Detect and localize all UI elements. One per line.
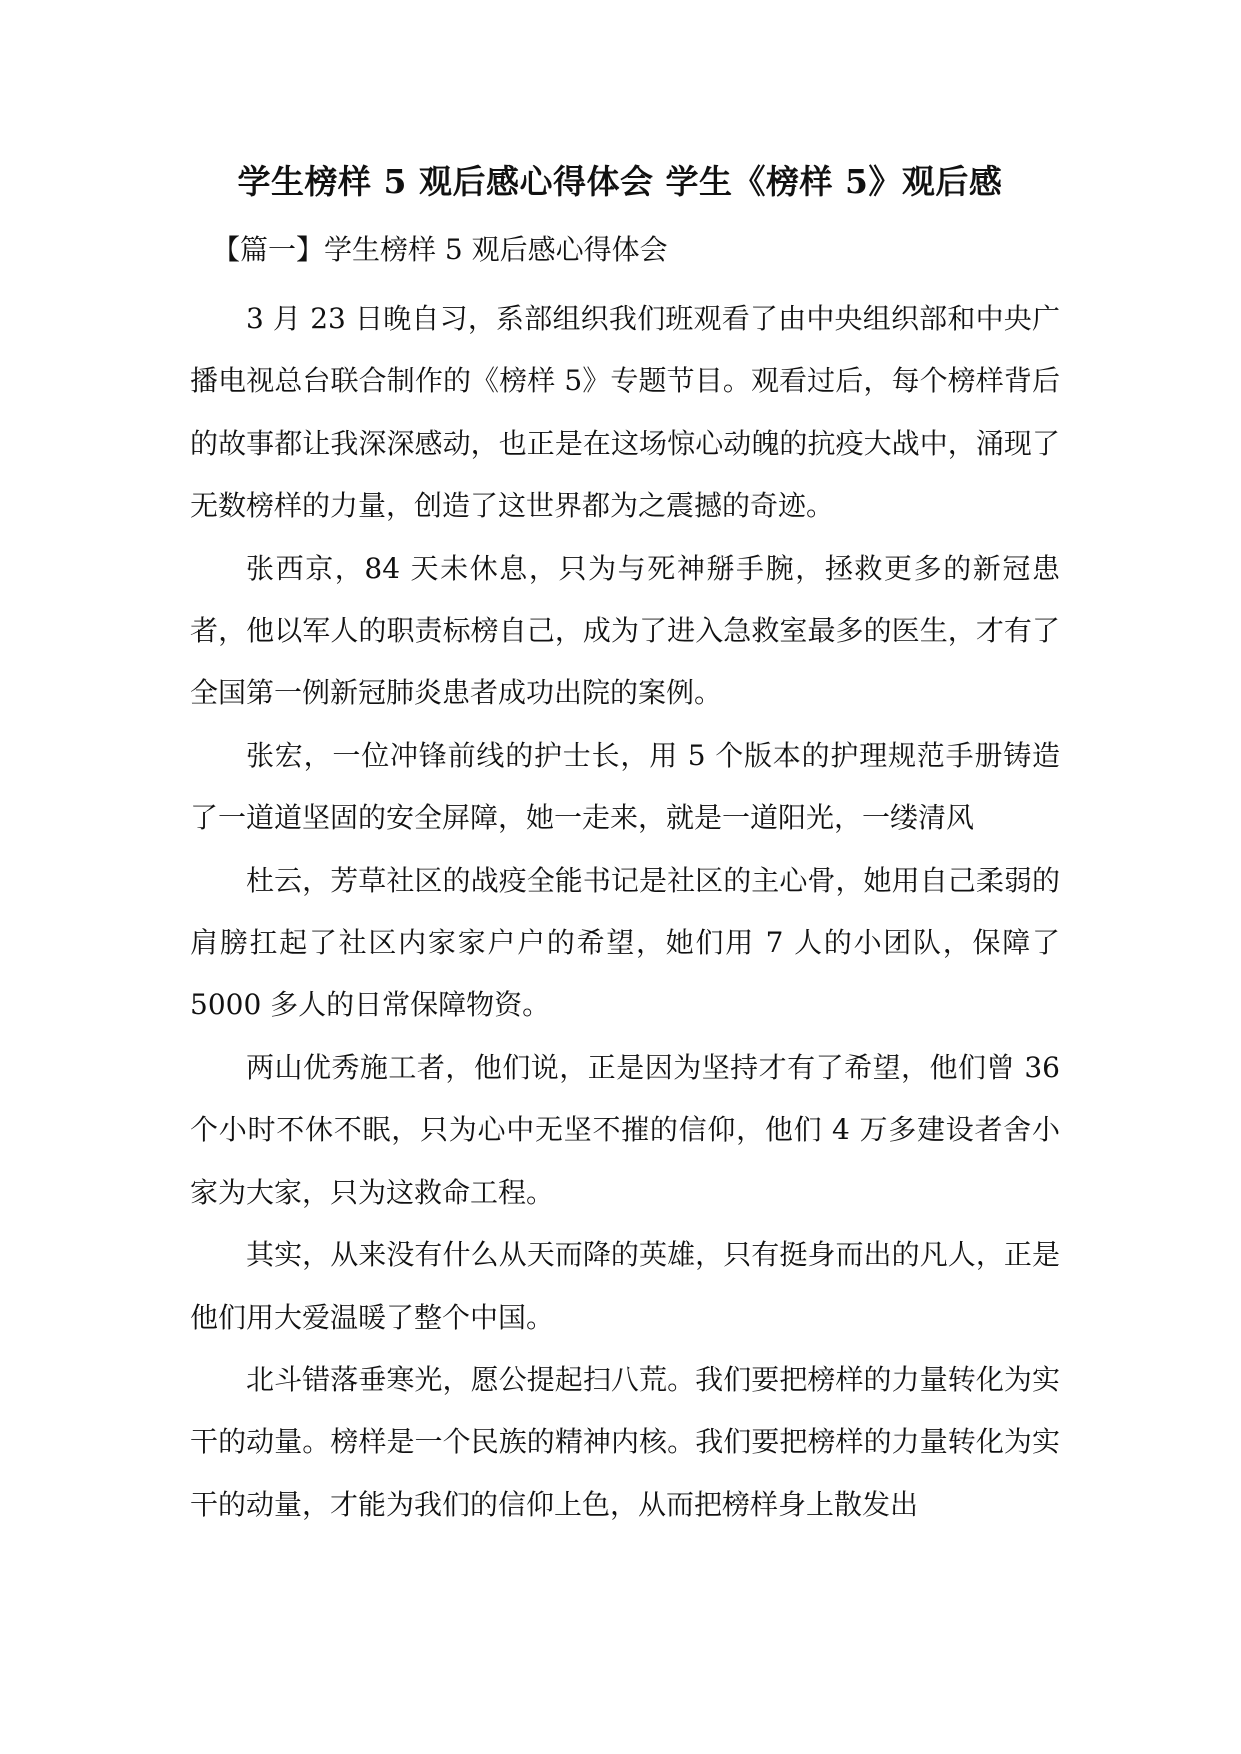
paragraph-6: 其实，从来没有什么从天而降的英雄，只有挺身而出的凡人，正是他们用大爱温暖了整个中国。 — [190, 1238, 1060, 1334]
document-body — [190, 288, 1060, 1536]
paragraph-7: 北斗错落垂寒光，愿公提起扫八荒。我们要把榜样的力量转化为实干的动量。榜样是一个民族的精神内核。我们要把榜样的力量转化为实干的动量，才能为我们的信仰上色，从而把榜样身上散发出 — [190, 1362, 1060, 1521]
paragraph-4: 杜云，芳草社区的战疫全能书记是社区的主心骨，她用自己柔弱的肩膀扛起了社区内家家户户的希望，她们用 7 人的小团队，保障了 5000 多人的日常保障物资。 — [190, 863, 1060, 1022]
paragraph-1: 3 月 23 日晚自习，系部组织我们班观看了由中央组织部和中央广播电视总台联合制作的《榜样 5》专题节目。观看过后，每个榜样背后的故事都让我深深感动，也正是在这场惊心动魄的抗疫大战中，涌现了无数榜样的力量，创造了这世界都为之震撼的奇迹。 — [190, 302, 1060, 523]
section-heading: 【篇一】学生榜样 5 观后感心得体会 — [212, 233, 668, 266]
paragraph-3: 张宏，一位冲锋前线的护士长，用 5 个版本的护理规范手册铸造了一道道坚固的安全屏障，她一走来，就是一道阳光，一缕清风 — [190, 738, 1060, 835]
document-title: 学生榜样 5 观后感心得体会 学生《榜样 5》观后感 — [237, 162, 1003, 201]
paragraph-2: 张西京，84 天未休息，只为与死神掰手腕，拯救更多的新冠患者，他以军人的职责标榜自己，成为了进入急救室最多的医生，才有了全国第一例新冠肺炎患者成功出院的案例。 — [190, 551, 1060, 710]
paragraph-5: 两山优秀施工者，他们说，正是因为坚持才有了希望，他们曾 36 个小时不休不眠，只为心中无坚不摧的信仰，他们 4 万多建设者舍小家为大家，只为这救命工程。 — [190, 1050, 1060, 1209]
